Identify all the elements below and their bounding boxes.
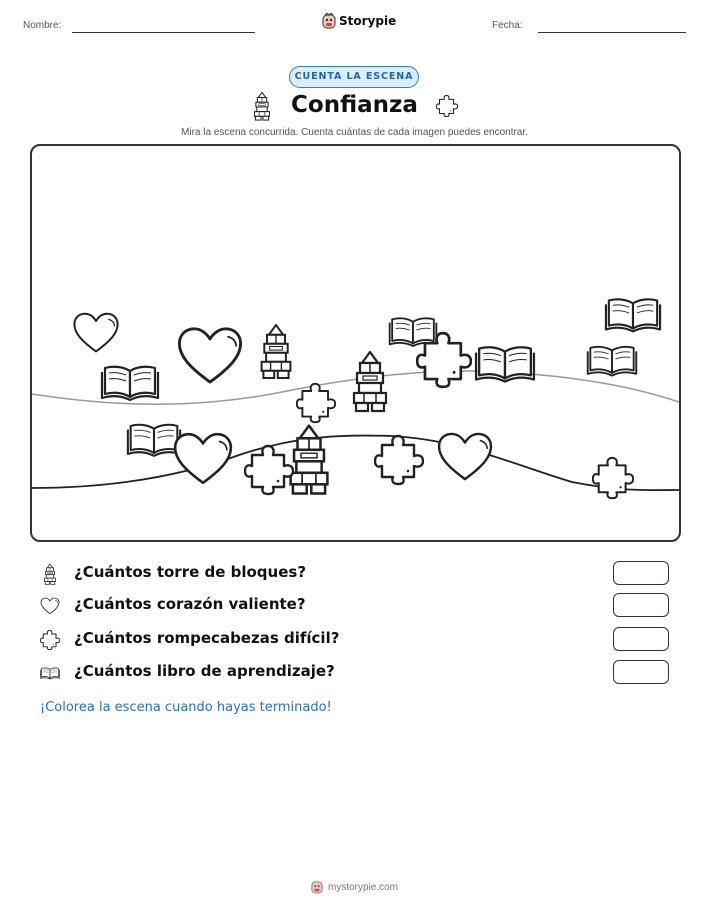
heart-icon: [175, 434, 231, 483]
tower-icon: [262, 325, 291, 378]
question-row: [40, 593, 670, 619]
question-row: [40, 561, 670, 587]
question-text: ¿Cuántos corazón valiente?: [74, 595, 306, 613]
footer-url[interactable]: mystorypie.com: [327, 881, 398, 893]
question-row: [40, 627, 670, 653]
heart-icon: [74, 314, 117, 352]
heart-icon: [40, 595, 60, 617]
book-icon: [40, 662, 60, 684]
puzzle-icon: [245, 446, 293, 494]
question-row: [40, 660, 670, 686]
storypie-logo-icon: [311, 880, 323, 894]
question-text: ¿Cuántos rompecabezas difícil?: [74, 629, 340, 647]
book-icon: [588, 347, 637, 376]
name-line[interactable]: [72, 32, 255, 33]
question-text: ¿Cuántos torre de bloques?: [74, 563, 307, 581]
puzzle-icon: [417, 333, 471, 387]
tower-icon: [40, 563, 60, 585]
footer: [0, 880, 709, 894]
hill-line-front: [32, 436, 679, 491]
brand-name: Storypie: [339, 14, 397, 28]
book-icon: [128, 425, 180, 456]
answer-box[interactable]: [613, 593, 669, 617]
storypie-logo-icon: [322, 13, 336, 29]
puzzle-icon: [436, 95, 458, 117]
book-icon: [390, 318, 437, 346]
date-label: Fecha:: [492, 20, 523, 31]
puzzle-icon: [593, 458, 633, 498]
tower-icon: [291, 426, 328, 494]
answer-box[interactable]: [613, 627, 669, 651]
color-note: ¡Colorea la escena cuando hayas terminado!: [40, 700, 332, 715]
page-title: Confianza: [291, 92, 418, 118]
book-icon: [606, 299, 660, 331]
puzzle-icon: [375, 436, 423, 484]
book-icon: [102, 367, 158, 400]
scene-panel[interactable]: [30, 144, 681, 542]
puzzle-icon: [40, 629, 60, 651]
scene-canvas: [32, 146, 679, 540]
book-icon: [476, 347, 534, 381]
brand: [322, 13, 396, 29]
answer-box[interactable]: [613, 660, 669, 684]
heart-icon: [439, 434, 491, 479]
answer-box[interactable]: [613, 561, 669, 585]
instructions: Mira la escena concurrida. Cuenta cuántas de cada imagen puedes encontrar.: [181, 127, 528, 138]
puzzle-icon: [297, 384, 335, 422]
tower-icon: [354, 352, 386, 411]
date-line[interactable]: [538, 32, 686, 33]
question-text: ¿Cuántos libro de aprendizaje?: [74, 662, 335, 680]
heart-icon: [179, 329, 240, 382]
name-label: Nombre:: [23, 20, 62, 31]
activity-pill: CUENTA LA ESCENA: [289, 66, 419, 88]
